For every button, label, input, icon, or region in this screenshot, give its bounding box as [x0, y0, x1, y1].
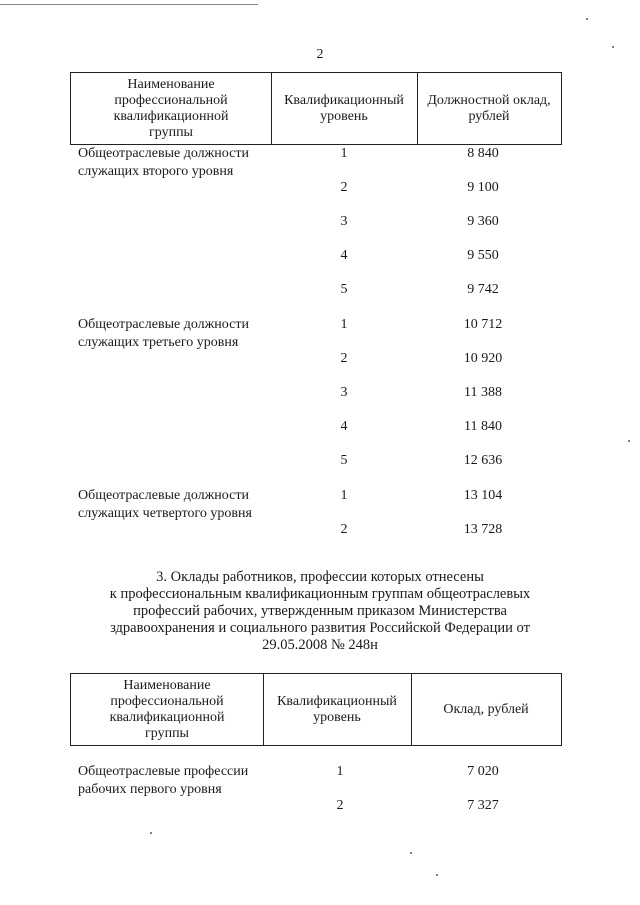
scan-speck: [150, 832, 152, 834]
table1-salary-cell: 12 636: [463, 453, 503, 468]
table1-header-level: [271, 73, 417, 144]
table1-header-group: [71, 73, 271, 144]
table1-level-cell: 4: [340, 248, 348, 263]
group-label-line: Общеотраслевые должности: [78, 488, 249, 503]
header-text: Должностной оклад,: [427, 92, 551, 108]
table1-level-cell: 3: [340, 214, 348, 229]
table1-group-label: [78, 487, 278, 523]
scan-speck: [436, 874, 438, 876]
heading-line: 29.05.2008 № 248н: [262, 637, 378, 653]
table1-level-cell: 2: [340, 351, 348, 366]
group-label-line: служащих третьего уровня: [78, 335, 239, 350]
table1-salary-cell: 11 840: [464, 419, 502, 434]
heading-line: здравоохранения и социального развития Российской Федерации от: [110, 620, 530, 636]
heading-line: 3. Оклады работников, профессии которых отнесены: [156, 569, 484, 585]
table1-level-cell: 5: [340, 453, 348, 468]
header-text: уровень: [313, 709, 361, 725]
table1-salary-cell: 13 728: [463, 522, 503, 537]
table1-salary-cell: 9 742: [467, 282, 499, 297]
table2-level-cell: 1: [336, 764, 344, 779]
table2-header-level: [263, 674, 411, 745]
table1-salary-cell: 10 920: [463, 351, 503, 366]
table1-level-cell: 2: [340, 522, 348, 537]
header-text: группы: [145, 725, 189, 741]
header-text: Наименование: [123, 677, 211, 693]
scan-speck: [628, 440, 630, 442]
group-label-line: служащих четвертого уровня: [78, 506, 252, 521]
table1-level-cell: 1: [340, 488, 348, 503]
header-text: Оклад, рублей: [443, 701, 529, 717]
table2-group-label: [78, 763, 278, 799]
header-text: уровень: [320, 108, 368, 124]
table1-level-cell: 3: [340, 385, 348, 400]
table1-salary-cell: 9 100: [467, 180, 499, 195]
table1-level-cell: 5: [340, 282, 348, 297]
top-rule: [0, 4, 258, 5]
group-label-line: Общеотраслевые должности: [78, 146, 249, 161]
table1-group-label: [78, 316, 278, 352]
header-text: квалификационной: [109, 709, 225, 725]
table2-header-salary: [411, 674, 561, 745]
table1-salary-cell: 8 840: [467, 146, 499, 161]
header-text: рублей: [468, 108, 510, 124]
table2-salary-cell: 7 020: [467, 764, 499, 779]
scan-speck: [586, 18, 588, 20]
header-text: Наименование: [127, 76, 215, 92]
section-heading: [60, 569, 580, 654]
group-label-line: Общеотраслевые должности: [78, 317, 249, 332]
table1-salary-cell: 9 360: [467, 214, 499, 229]
table1-salary-cell: 9 550: [467, 248, 499, 263]
table2-header: [70, 673, 562, 746]
table2-level-cell: 2: [336, 798, 344, 813]
table2-salary-cell: 7 327: [467, 798, 499, 813]
header-text: Квалификационный: [284, 92, 404, 108]
header-text: квалификационной: [113, 108, 229, 124]
table1-level-cell: 1: [340, 317, 348, 332]
scan-speck: [410, 852, 412, 854]
table1-level-cell: 1: [340, 146, 348, 161]
group-label-line: Общеотраслевые профессии: [78, 764, 249, 779]
table1-group-label: [78, 145, 278, 181]
table2-header-group: [71, 674, 263, 745]
header-text: профессиональной: [110, 693, 224, 709]
page-number: 2: [316, 47, 324, 62]
header-text: профессиональной: [114, 92, 228, 108]
table1-salary-cell: 10 712: [463, 317, 503, 332]
heading-line: к профессиональным квалификационным группам общеотраслевых: [109, 586, 531, 602]
heading-line: профессий рабочих, утвержденным приказом Министерства: [133, 603, 507, 619]
header-text: группы: [149, 124, 193, 140]
header-text: Квалификационный: [277, 693, 397, 709]
table1-header: [70, 72, 562, 145]
table1-salary-cell: 11 388: [464, 385, 502, 400]
group-label-line: служащих второго уровня: [78, 164, 234, 179]
table1-salary-cell: 13 104: [463, 488, 503, 503]
table1-level-cell: 4: [340, 419, 348, 434]
table1-level-cell: 2: [340, 180, 348, 195]
group-label-line: рабочих первого уровня: [78, 782, 222, 797]
table1-header-salary: [417, 73, 561, 144]
